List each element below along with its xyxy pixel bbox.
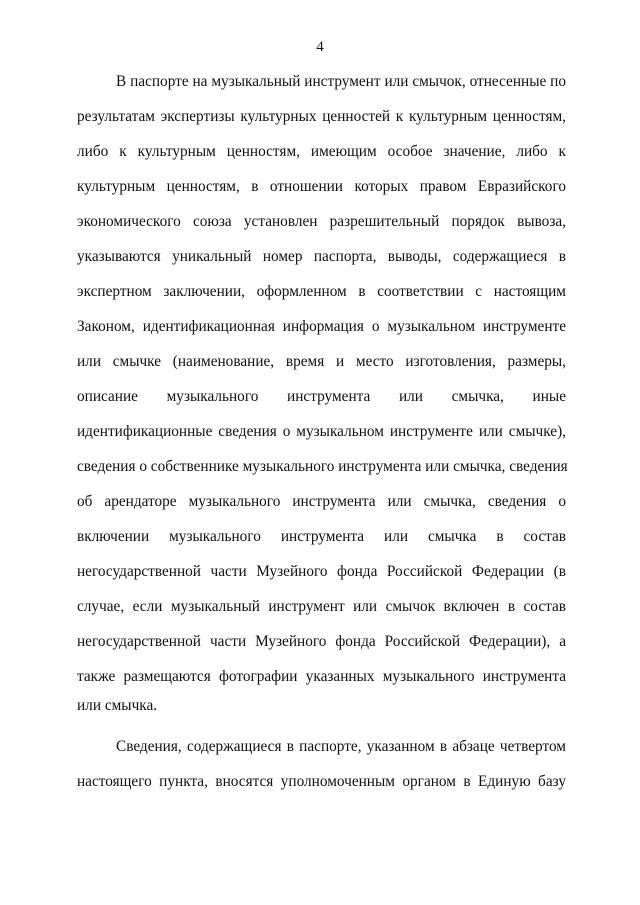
paragraph-1-line-3: либо к культурным ценностям, имеющим особое значение, либо к [77, 143, 566, 160]
page-number: 4 [316, 39, 324, 55]
paragraph-1-line-8: Законом, идентификационная информация о музыкальном инструменте [77, 318, 566, 335]
paragraph-1-line-4: культурным ценностям, в отношении которых правом Евразийского [77, 178, 566, 195]
paragraph-1-line-11: идентификационные сведения о музыкальном инструменте или смычке), [77, 423, 566, 440]
paragraph-1-line-6: указываются уникальный номер паспорта, выводы, содержащиеся в [77, 248, 566, 265]
paragraph-1-line-13: об арендаторе музыкального инструмента или смычка, сведения о [77, 493, 566, 510]
paragraph-1-line-10: описание музыкального инструмента или смычка, иные [77, 388, 566, 405]
paragraph-2-line-1: Сведения, содержащиеся в паспорте, указанном в абзаце четвертом [116, 738, 566, 755]
paragraph-1-line-19: или смычка. [77, 697, 158, 714]
paragraph-1-line-1: В паспорте на музыкальный инструмент или смычок, отнесенные по [116, 73, 566, 90]
paragraph-1-line-9: или смычке (наименование, время и место изготовления, размеры, [77, 353, 566, 370]
paragraph-1-line-5: экономического союза установлен разрешительный порядок вывоза, [77, 213, 566, 230]
paragraph-1-line-12: сведения о собственнике музыкального инструмента или смычка, сведения [77, 458, 568, 475]
paragraph-1-line-17: негосударственной части Музейного фонда Российской Федерации), а [77, 633, 566, 650]
paragraph-1-line-14: включении музыкального инструмента или смычка в состав [77, 528, 566, 545]
paragraph-1-line-18: также размещаются фотографии указанных музыкального инструмента [77, 668, 566, 685]
paragraph-2-line-2: настоящего пункта, вносятся уполномоченным органом в Единую базу [77, 773, 566, 790]
paragraph-1-line-16: случае, если музыкальный инструмент или смычок включен в состав [77, 598, 566, 615]
paragraph-1-line-2: результатам экспертизы культурных ценностей к культурным ценностям, [77, 108, 566, 125]
paragraph-1-line-15: негосударственной части Музейного фонда Российской Федерации (в [77, 563, 566, 580]
paragraph-1-line-7: экспертном заключении, оформленном в соответствии с настоящим [77, 283, 566, 300]
